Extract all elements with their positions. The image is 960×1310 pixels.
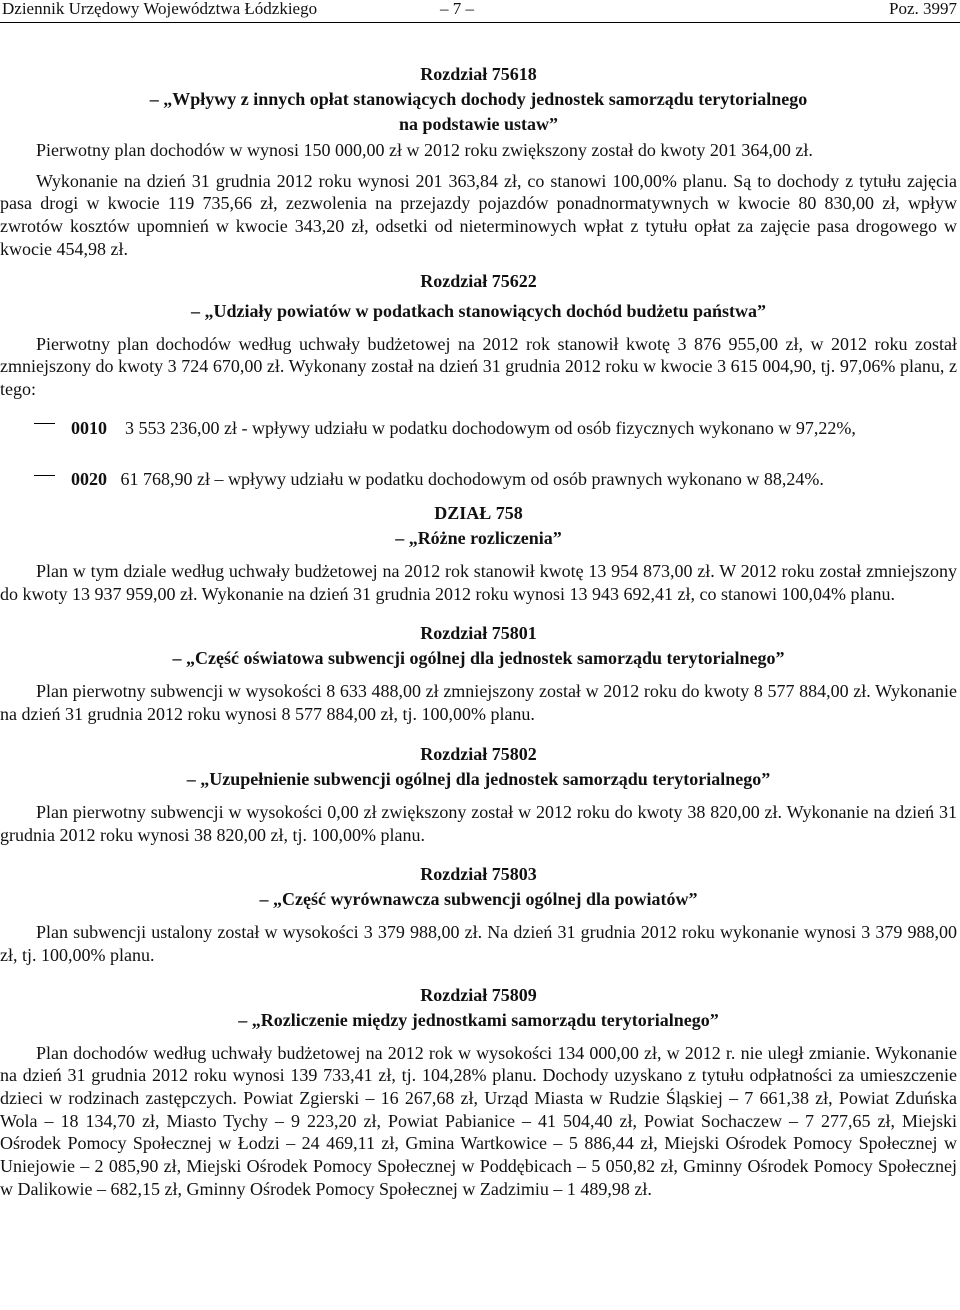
- bullet-0020-text: 61 768,90 zł – wpływy udziału w podatku dochodowym od osób prawnych wykonano w 88,24%.: [120, 469, 824, 490]
- chapter-75802-paragraph-1: Plan pierwotny subwencji w wysokości 0,00 zł zwiększony został w 2012 roku do kwoty 38 820,00 zł. Wykonanie na dzień 31 grudnia 2012 roku wynosi 38 820,00 zł, tj. 100,00% planu.: [0, 801, 957, 845]
- section-758-subtitle: – „Różne rozliczenia”: [395, 528, 562, 549]
- section-758-title: DZIAŁ 758: [434, 503, 523, 524]
- chapter-75618-subtitle-line1: – „Wpływy z innych opłat stanowiących dochody jednostek samorządu terytorialnego: [149, 89, 808, 109]
- chapter-75809-title: Rozdział 75809: [420, 984, 537, 1005]
- page-header: [0, 0, 960, 23]
- chapter-75622-paragraph-1: Pierwotny plan dochodów według uchwały budżetowej na 2012 rok stanowił kwotę 3 876 955,00 zł, w 2012 roku został zmniejszony do kwoty 3 724 670,00 zł. Wykonany został na dzień 31 grudnia 2012 roku w kwocie 3 615 004,90, tj. 97,06% planu, z tego:: [0, 333, 957, 399]
- chapter-75803-title: Rozdział 75803: [420, 864, 537, 885]
- chapter-75618-paragraph-1: Pierwotny plan dochodów w wynosi 150 000,00 zł w 2012 roku zwiększony został do kwoty 201 364,00 zł.: [36, 140, 813, 160]
- bullet-0010-code: 0010: [71, 417, 107, 438]
- chapter-75618-paragraph-2: Wykonanie na dzień 31 grudnia 2012 roku wynosi 201 363,84 zł, co stanowi 100,00% planu. Są to dochody z tytułu zajęcia pasa drogi w kwocie 119 735,66 zł, zezwolenia na przejazdy pojazdów ponadnormatywnych w kwocie 80 830,00 zł, wpływ zwrotów kosztów upomnień w kwocie 343,20 zł, odsetki od nieterminowych wpłat z tytułu opłat za zajęcie pasa drogowego w kwocie 454,98 zł.: [0, 170, 957, 259]
- chapter-75802-subtitle: – „Uzupełnienie subwencji ogólnej dla jednostek samorządu terytorialnego”: [186, 768, 771, 789]
- bullet-0010-text: 3 553 236,00 zł - wpływy udziału w podatku dochodowym od osób fizycznych wykonano w 97,22%,: [125, 417, 856, 438]
- chapter-75809-subtitle: – „Rozliczenie między jednostkami samorządu terytorialnego”: [238, 1009, 719, 1030]
- bullet-0010: [0, 417, 957, 440]
- chapter-75622-subtitle: – „Udziały powiatów w podatkach stanowiących dochód budżetu państwa”: [190, 300, 767, 321]
- chapter-75802-title: Rozdział 75802: [420, 743, 537, 764]
- bullet-0020-code: 0020: [71, 469, 107, 490]
- journal-title: Dziennik Urzędowy Województwa Łódzkiego: [2, 0, 318, 18]
- chapter-75618-subtitle-line2: na podstawie ustaw”: [398, 114, 559, 134]
- chapter-75801-paragraph-1: Plan pierwotny subwencji w wysokości 8 633 488,00 zł zmniejszony został w 2012 roku do kwoty 8 577 884,00 zł. Wykonanie na dzień 31 grudnia 2012 roku wynosi 8 577 884,00 zł, tj. 100,00% planu.: [0, 681, 957, 725]
- bullet-dash: [34, 423, 55, 424]
- chapter-75618-title: Rozdział 75618: [420, 64, 537, 84]
- chapter-75803-paragraph-1: Plan subwencji ustalony został w wysokości 3 379 988,00 zł. Na dzień 31 grudnia 2012 roku wykonanie wynosi 3 379 988,00 zł, tj. 100,00% planu.: [0, 922, 957, 965]
- bullet-0020: [0, 468, 957, 491]
- page-number: – 7 –: [440, 0, 474, 18]
- position-number: Poz. 3997: [889, 0, 957, 18]
- chapter-75622-title: Rozdział 75622: [420, 270, 537, 291]
- chapter-75809-paragraph-1: Plan dochodów według uchwały budżetowej na 2012 rok w wysokości 134 000,00 zł, w 2012 r. nie uległ zmianie. Wykonanie na dzień 31 grudnia 2012 roku wynosi 139 733,41 zł, tj. 104,28% planu. Dochody uzyskano z tytułu odpłatności za umieszczenie dzieci w rodzinach zastępczych. Powiat Zgierski – 16 267,68 zł, Urząd Miasta w Rudzie Śląskiej – 7 661,38 zł, Powiat Zduńska Wola – 18 134,70 zł, Miasto Tychy – 9 223,20 zł, Powiat Pabianice – 41 504,40 zł, Powiat Sochaczew – 7 277,65 zł, Miejski Ośrodek Pomocy Społecznej w Łodzi – 24 469,11 zł, Gmina Wartkowice – 5 886,44 zł, Miejski Ośrodek Pomocy Społecznej w Uniejowie – 2 085,90 zł, Miejski Ośrodek Pomocy Społecznej w Poddębicach – 5 050,82 zł, Gminny Ośrodek Pomocy Społecznej w Dalikowie – 682,15 zł, Gminny Ośrodek Pomocy Społecznej w Zadzimiu – 1 489,98 zł.: [0, 1042, 957, 1199]
- chapter-75803-subtitle: – „Część wyrównawcza subwencji ogólnej dla powiatów”: [259, 889, 698, 910]
- bullet-dash: [34, 475, 55, 476]
- section-758-paragraph-1: Plan w tym dziale według uchwały budżetowej na 2012 rok stanowił kwotę 13 954 873,00 zł. W 2012 roku został zmniejszony do kwoty 13 937 959,00 zł. Wykonanie na dzień 31 grudnia 2012 roku wynosi 13 943 692,41 zł, co stanowi 100,04% planu.: [0, 561, 957, 604]
- chapter-75801-subtitle: – „Część oświatowa subwencji ogólnej dla jednostek samorządu terytorialnego”: [172, 648, 785, 669]
- chapter-75801-title: Rozdział 75801: [420, 623, 537, 644]
- document-body: [0, 62, 957, 1201]
